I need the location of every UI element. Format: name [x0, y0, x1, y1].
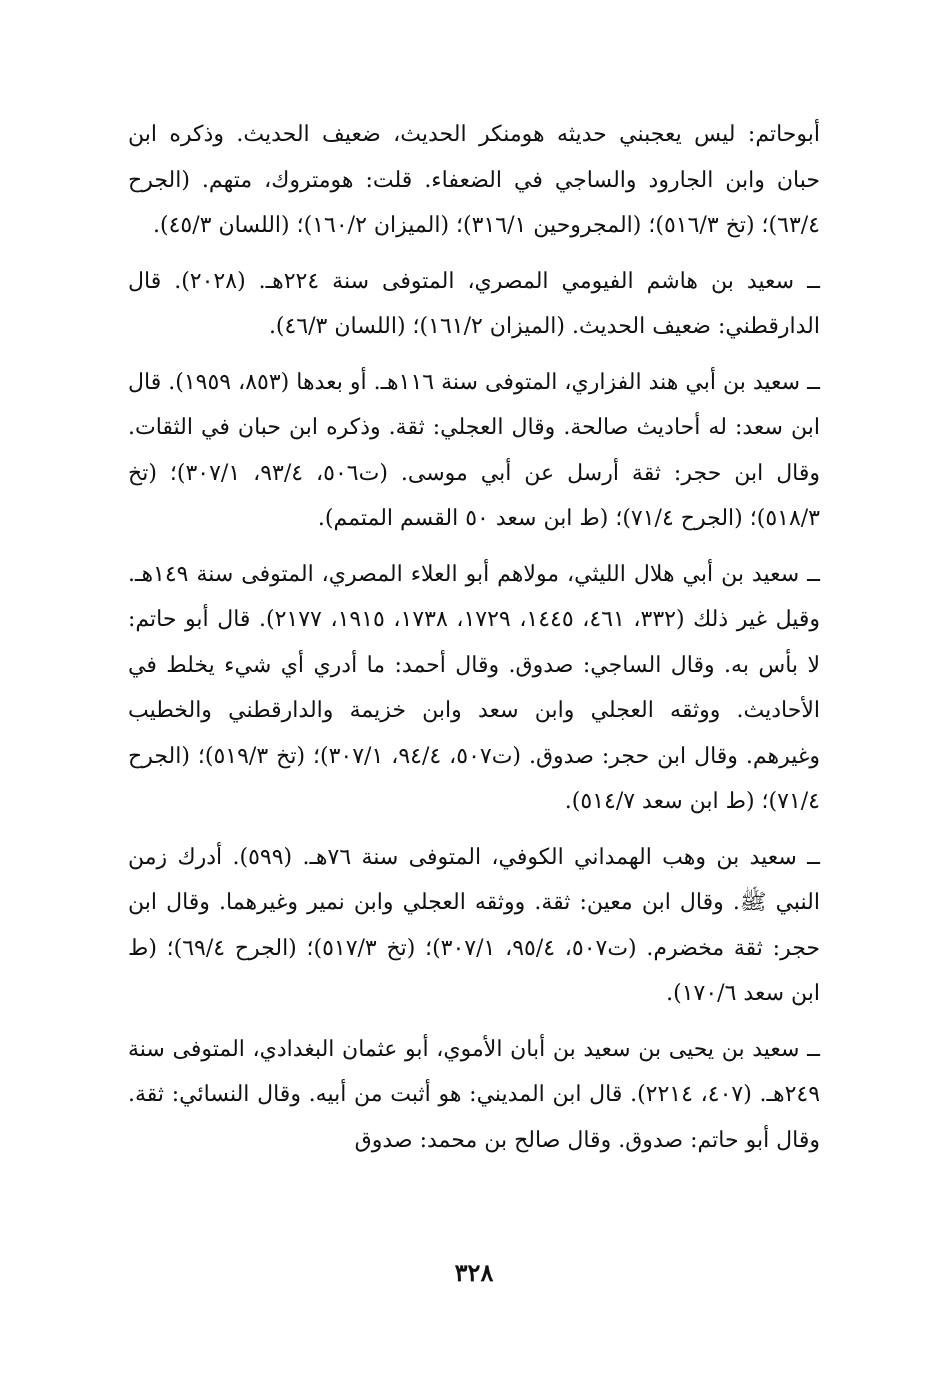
entry-6: ــ سعيد بن يحيى بن سعيد بن أبان الأموي، أبو عثمان البغدادي، المتوفى سنة ٢٤٩هـ. (٤٠٧، ٢٢١٤). قال ابن المديني: هو أثبت من أبيه. وقال النسائي: ثقة. وقال أبو حاتم: صدوق. وقال صالح بن محمد: صدوق	[128, 1036, 821, 1153]
page-body	[128, 112, 820, 1163]
entry-4: ــ سعيد بن أبي هلال الليثي، مولاهم أبو العلاء المصري، المتوفى سنة ١٤٩هـ. وقيل غير ذلك (٣٣٢، ٤٦١، ١٤٤٥، ١٧٢٩، ١٧٣٨، ١٩١٥، ٢١٧٧). قال أبو حاتم: لا بأس به. وقال الساجي: صدوق. وقال أحمد: ما أدري أي شيء يخلط في الأحاديث. ووثقه العجلي وابن سعد وابن خزيمة والدارقطني والخطيب وغيرهم. وقال ابن حجر: صدوق. (ت٥٠٧، ٩٤/٤، ٣٠٧/١)؛ (تخ ٥١٩/٣)؛ (الجرح ٧١/٤)؛ (ط ابن سعد ٥١٤/٧).	[128, 561, 821, 814]
entry-1: أبوحاتم: ليس يعجبني حديثه هومنكر الحديث، ضعيف الحديث. وذكره ابن حبان وابن الجارود والساجي في الضعفاء. قلت: هومتروك، متهم. (الجرح ٦٣/٤)؛ (تخ ٥١٦/٣)؛ (المجروحين ٣١٦/١)؛ (الميزان ١٦٠/٢)؛ (اللسان ٤٥/٣).	[128, 122, 820, 238]
entry-3: ــ سعيد بن أبي هند الفزاري، المتوفى سنة ١١٦هـ. أو بعدها (٨٥٣، ١٩٥٩). قال ابن سعد: له أحاديث صالحة. وقال العجلي: ثقة. وذكره ابن حبان في الثقات. وقال ابن حجر: ثقة أرسل عن أبي موسى. (ت٥٠٦، ٩٣/٤، ٣٠٧/١)؛ (تخ ٥١٨/٣)؛ (الجرح ٧١/٤)؛ (ط ابن سعد ٥٠ القسم المتمم).	[128, 369, 821, 531]
entry-2: ــ سعيد بن هاشم الفيومي المصري، المتوفى سنة ٢٢٤هـ. (٢٠٢٨). قال الدارقطني: ضعيف الحديث. (الميزان ١٦١/٢)؛ (اللسان ٤٦/٣).	[128, 268, 820, 339]
page-number: ٣٢٨	[454, 1258, 494, 1287]
entry-5: ــ سعيد بن وهب الهمداني الكوفي، المتوفى سنة ٧٦هـ. (٥٩٩). أدرك زمن النبي ﷺ. وقال ابن معين: ثقة. ووثقه العجلي وابن نمير وغيرهما. وقال ابن حجر: ثقة مخضرم. (ت٥٠٧، ٩٥/٤، ٣٠٧/١)؛ (تخ ٥١٧/٣)؛ (الجرح ٦٩/٤)؛ (ط ابن سعد ١٧٠/٦).	[128, 844, 821, 1006]
